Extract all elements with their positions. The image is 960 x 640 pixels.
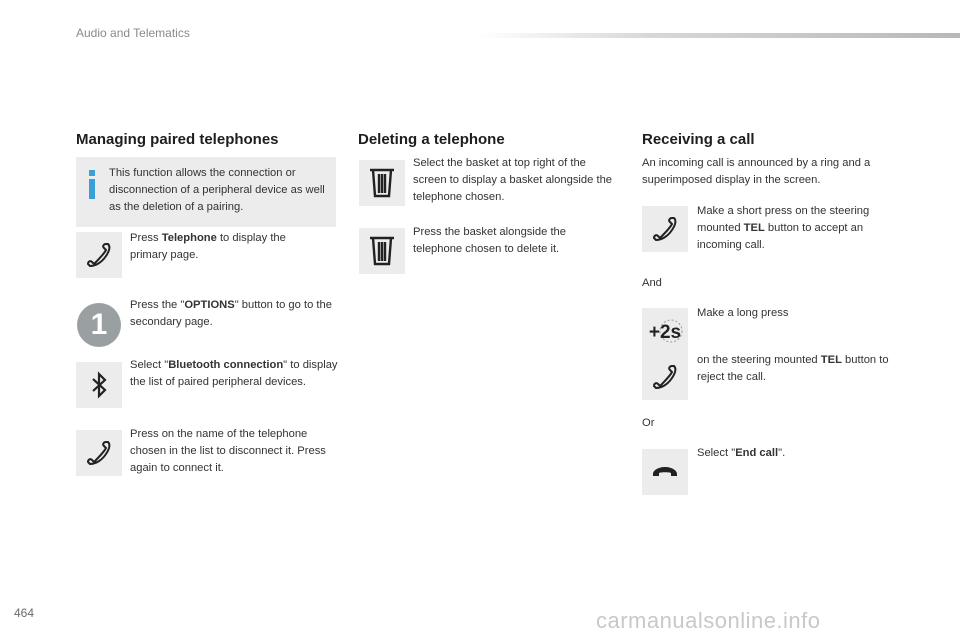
header-divider [478, 33, 960, 38]
watermark: carmanualsonline.info [596, 608, 821, 633]
hang-up-icon [642, 449, 688, 495]
step-bluetooth-text: Select "Bluetooth connection" to display the list of paired peripheral devices. [130, 359, 338, 388]
section-title-receiving: Receiving a call [642, 131, 755, 148]
bluetooth-icon [76, 362, 122, 408]
info-box [76, 157, 336, 227]
phone-icon [642, 206, 688, 252]
info-icon [86, 170, 98, 202]
long-press-text: Make a long press [697, 307, 789, 319]
page-number: 464 [14, 606, 35, 620]
phone-icon [642, 354, 688, 400]
trash-icon [359, 228, 405, 274]
info-text: This function allows the connection or disconnection of a peripheral device as well as the deletion of a pairing. [109, 167, 325, 213]
section-title-managing: Managing paired telephones [76, 131, 279, 148]
step-number-badge: 1 [77, 303, 121, 347]
accept-call-text: Make a short press on the steering mounted TEL button to accept an incoming call. [697, 205, 870, 251]
step-press-name-text: Press on the name of the telephone chosen in the list to disconnect it. Press again to connect it. [130, 428, 326, 474]
phone-icon [76, 430, 122, 476]
trash-icon [359, 160, 405, 206]
end-call-text: Select "End call". [697, 447, 786, 459]
plus-2s-icon [642, 308, 688, 354]
header-title: Audio and Telematics [76, 26, 190, 40]
step-options-text: Press the "OPTIONS" button to go to the secondary page. [130, 299, 332, 328]
delete-step1-text: Select the basket at top right of the screen to display a basket alongside the telephone chosen. [413, 157, 613, 203]
reject-call-text: on the steering mounted TEL button to reject the call. [697, 354, 889, 383]
receiving-intro-text: An incoming call is announced by a ring and a superimposed display in the screen. [642, 157, 871, 186]
or-label: Or [642, 417, 655, 429]
and-label: And [642, 277, 662, 289]
phone-icon [76, 232, 122, 278]
step-telephone-text: Press Telephone to display the primary page. [130, 232, 286, 261]
delete-step2-text: Press the basket alongside the telephone chosen to delete it. [413, 226, 566, 255]
section-title-deleting: Deleting a telephone [358, 131, 505, 148]
svg-text:+2s: +2s [648, 322, 682, 343]
